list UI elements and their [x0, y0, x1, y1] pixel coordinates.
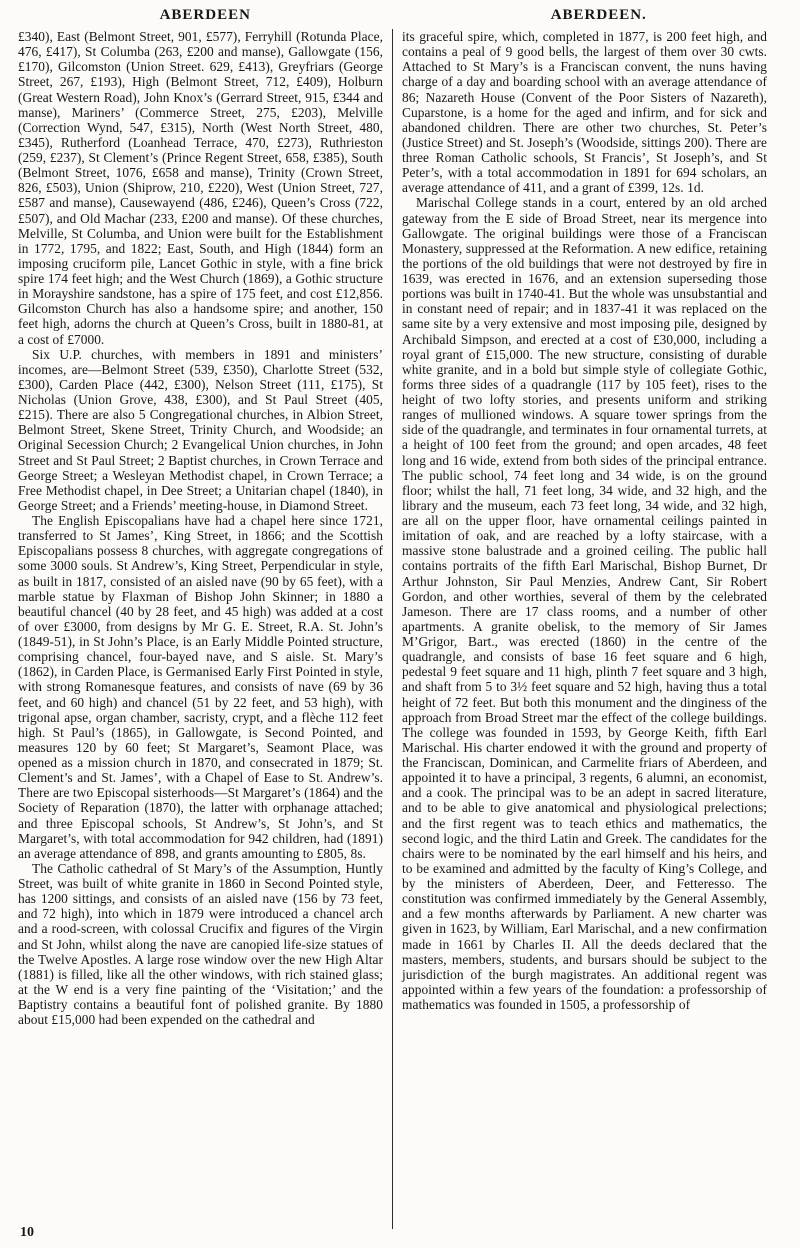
header-gap	[393, 7, 412, 24]
paragraph: The English Episcopalians have had a chapel here since 1721, transferred to St James’, King Street, in 1866; and the Scottish Episcopalians possess 8 churches, with aggregate congregations of some 3000 souls. St Andrew’s, King Street, Perpendicular in style, as built in 1817, consisted of an aisled nave (90 by 65 feet), with a marble statue by Flaxman of Bishop John Skinner; in 1880 a beautiful chancel (40 by 28 feet, and 45 high) was added at a cost of over £3000, from designs by Mr G. E. Street, R.A. St. John’s (1849-51), in St John’s Place, is an Early Middle Pointed structure, comprising chancel, four-bayed nave, and S aisle. St. Mary’s (1862), in Carden Place, is Germanised Early First Pointed in style, with strong Romanesque features, and consists of nave (69 by 36 feet, and 60 high) and chancel (51 by 22 feet, and 53 high), with trigonal apse, organ chamber, sacristy, crypt, and a flèche 112 feet high. St Paul’s (1865), in Gallowgate, is Second Pointed, and measures 120 by 60 feet; St Margaret’s, Seamont Place, was opened as a mission church in 1870, and consecrated in 1879; St. Clement’s and St. James’, with a Chapel of Ease to St. Andrew’s. There are two Episcopal sisterhoods—St Margaret’s (1864) and the Society of Reparation (1870), the latter with orphanage attached; and three Episcopal schools, St Andrew’s, St John’s, and St Margaret’s, with total accommodation for 942 children, had (1891) an average attendance of 898, and grants amounting to £805, 8s.	[18, 513, 383, 861]
running-head-right: ABERDEEN.	[550, 7, 647, 23]
paragraph: The Catholic cathedral of St Mary’s of the Assumption, Huntly Street, was built of white granite in 1860 in Second Pointed style, has 1200 sittings, and consists of an aisled nave (156 by 73 feet, and 72 high), into which in 1879 were introduced a chancel arch and a rood-screen, with colossal Crucifix and figures of the Virgin and St John, whilst along the nave are canopied life-size statues of the Twelve Apostles. A large rose window over the new High Altar (1881) is filled, like all the other windows, with rich stained glass; at the W end is a very fine painting of the ‘Visitation;’ and the Baptistry contains a beautiful font of polished granite. By 1880 about £15,000 had been expended on the cathedral and	[18, 860, 383, 1028]
paragraph: Six U.P. churches, with members in 1891 and ministers’ incomes, are—Belmont Street (539, £350), Charlotte Street (532, £300), Carden Place (442, £300), Nelson Street (111, £175), St Nicholas (Union Grove, 438, £300), and St Paul Street (405, £215). There are also 5 Congregational churches, in Albion Street, Belmont Street, Skene Street, Trinity Church, and Woodside; an Original Secession Church; 2 Evangelical Union churches, in John Street and St Paul Street; 2 Baptist churches, in Crown Terrace and George Street; a Wesleyan Methodist chapel, in Crown Terrace; a Free Methodist chapel, in Dee Street; a Unitarian chapel (1840), in George Street; and a Friends’ meeting-house, in Diamond Street.	[18, 346, 383, 513]
running-heads	[18, 7, 786, 24]
paragraph: Marischal College stands in a court, entered by an old arched gateway from the E side of Broad Street, near its mergence into Gallowgate. The original buildings were those of a Franciscan Monastery, suppressed at the Reformation. A new edifice, retaining the portions of the old buildings that were not destroyed by fire in 1639, was erected in 1676, and an extension superseding those portions was built in 1740-41. But the whole was unsubstantial and in constant need of repair; and in 1837-41 it was replaced on the same site by a very extensive and most imposing pile, designed by Archibald Simpson, and erected at a cost of £30,000, including a royal grant of £15,000. The new structure, consisting of durable white granite, and in a bold but simple style of collegiate Gothic, forms three sides of a quadrangle (117 by 105 feet), rises to the height of two lofty stories, and presents uniform and striking ranges of mullioned windows. A square tower springs from the side of the quadrangle, and terminates in four ornamental turrets, at a height of 100 feet from the ground; and open arcades, 48 feet long and 16 wide, extend from both sides of the principal entrance. The public school, 74 feet long and 34 wide, is on the ground floor; whilst the hall, 71 feet long, 34 wide, and 32 high, and the library and the museum, each 73 feet long, 34 wide, and 32 high, are all on the upper floor, have ornamental ceilings painted in imitation of oak, and are reached by a lofty staircase, with a massive stone balustrade and a groined ceiling. The public hall contains portraits of the fifth Earl Marischal, Bishop Burnet, Dr Arthur Johnston, Sir Paul Menzies, Andrew Cant, Sir Robert Gordon, and other worthies, several of them by the celebrated Jameson. There are 17 class rooms, and a number of other apartments. A granite obelisk, to the memory of Sir James M’Grigor, Bart., was erected (1860) in the centre of the quadrangle, and consists of base 16 feet square and 6 high, pedestal 9 feet square and 11 high, plinth 7 feet square and 3 high, and shaft from 5 to 3½ feet square and 52 high, having thus a total height of 72 feet. But both this monument and the dinginess of the approach from Broad Street mar the effect of the college buildings. The college was founded in 1593, by George Keith, fifth Earl Marischal. His charter endowed it with the ground and property of the Franciscan, Dominican, and Carmelite friars of Aberdeen, and appointed it to have a principal, 3 regents, 6 alumni, an economist, and a cook. The principal was to be an adept in sacred literature, and to be able to give anatomical and physiological prelections; and the first regent was to teach ethics and mathematics, the second logic, and the third Latin and Greek. The candidates for the chairs were to be nominated by the earl himself and his heirs, and to be examined and admitted by the faculty of King’s College, and by the ministers of Aberdeen, Deer, and Fetteresso. The constitution was confirmed immediately by the General Assembly, and a few months afterwards by Parliament. A new charter was given in 1623, by William, Earl Marischal, and a new confirmation made in 1661 by Charles II. All the deeds declared that the masters, members, students, and bursars should be subject to the jurisdiction of the burgh magistrates. An additional regent was appointed within a few years of the foundation: a professorship of mathematics was founded in 1505, a professorship of	[402, 195, 767, 1012]
left-column	[18, 29, 392, 1229]
text-columns	[18, 29, 786, 1229]
running-head-left: ABERDEEN	[159, 7, 251, 23]
right-column	[393, 29, 767, 1229]
paragraph: £340), East (Belmont Street, 901, £577), Ferryhill (Rotunda Place, 476, £417), St Columba (263, £200 and manse), Gallowgate (156, £170), Gilcomston (Union Street. 629, £413), Greyfriars (George Street, 267, £193), High (Belmont Street, 712, £409), Holburn (Great Western Road), John Knox’s (Gerrard Street, 915, £344 and manse), Mariners’ (Commerce Street, 275, £203), Melville (Correction Wynd, 547, £315), North (West North Street, 480, £345), Rutherford (Loanhead Terrace, 470, £273), Ruthrieston (259, £237), St Clement’s (Prince Regent Street, 658, £385), South (Belmont Street, 1076, £658 and manse), Trinity (Crown Street, 826, £503), Union (Shiprow, 210, £220), West (Union Street, 727, £587 and manse), Causewayend (486, £246), Queen’s Cross (722, £507), and Old Machar (233, £200 and manse). Of these churches, Melville, St Columba, and Union were built for the Establishment in 1772, 1795, and 1822; East, South, and High (1844) form an imposing cruciform pile, Lancet Gothic in style, with a fine brick spire 174 feet high; and the West Church (1869), a Gothic structure in Morayshire sandstone, has a spire of 175 feet, and cost £12,856. Gilcomston Church has also a handsome spire; and another, 150 feet high, adorns the church at Queen’s Cross, built in 1880-81, at a cost of £7000.	[18, 29, 383, 347]
page-number: 10	[20, 1225, 34, 1240]
paragraph: its graceful spire, which, completed in 1877, is 200 feet high, and contains a peal of 9 good bells, the largest of them over 30 cwts. Attached to St Mary’s is a Franciscan convent, the nuns having charge of a day and boarding school with an average attendance of 86; Nazareth House (Convent of the Poor Sisters of Nazareth), Cuparstone, is a home for the aged and infirm, and for sick and abandoned children. There are other two churches, St. Peter’s (Justice Street) and St. Joseph’s (Woodside, sittings 200). There are three Roman Catholic schools, St Francis’, St Joseph’s, and St Peter’s, with a total accommodation in 1891 for 694 scholars, an average attendance of 411, and a grant of £399, 12s. 1d.	[402, 29, 767, 196]
